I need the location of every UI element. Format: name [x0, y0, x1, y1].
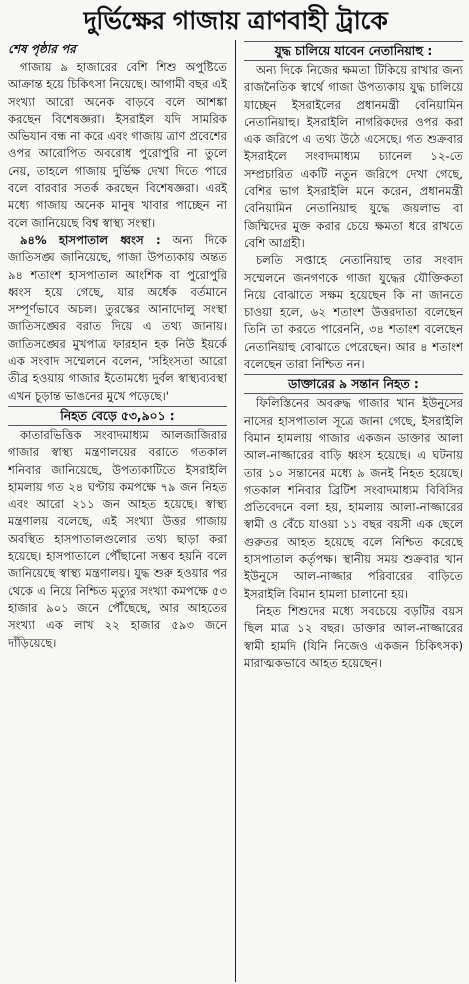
right-column	[235, 40, 463, 982]
subheading-death-toll: নিহত বেড়ে ৫৩,৯০১ :	[8, 406, 227, 426]
headline: দুর্ভিক্ষের গাজায় ত্রাণবাহী ট্রাকে	[83, 6, 388, 35]
paragraph-hospitals	[8, 232, 227, 405]
left-column	[8, 40, 235, 982]
subheading-doctor-children: ডাক্তারের ৯ সন্তান নিহত :	[244, 374, 463, 394]
paragraph-netanyahu-survey: অন্য দিকে নিজের ক্ষমতা টিকিয়ে রাখার জন্য রাজনৈতিক স্বার্থে গাজা উপত্যকায় যুদ্ধ চালিয়ে যাচ্ছেন ইসরাইলের প্রধানমন্ত্রী বেনিয়ামিন নেতানিয়াহু। ইসরাইলি নাগরিকদের ওপর করা এক জরিপে এ তথ্য উঠে এসেছে। গত শুক্রবার ইসরাইলে সংবাদমাধ্যম চ্যানেল ১২-তে সম্প্রচারিত একটি নতুন জরিপে দেখা গেছে, বেশির ভাগ ইসরাইলি মনে করেন, প্রধানমন্ত্রী বেনিয়ামিন নেতানিয়াহু যুদ্ধে জয়লাভ বা জিম্মিদের মুক্ত করার চেয়ে ক্ষমতা ধরে রাখতে বেশি আগ্রহী।	[244, 63, 463, 250]
paragraph-press-conference: চলতি সপ্তাহে নেতানিয়াহু তার সংবাদ সম্মেলনে জনগণকে গাজা যুদ্ধের যৌক্তিকতা নিয়ে বোঝাতে সক্ষম হয়েছেন কি না জানতে চাওয়া হলে, ৬২ শতাংশ উত্তরদাতা বলেছেন তিনি তা করতে পারেননি, ৩৪ শতাংশ বলেছেন নেতানিয়াহু বোঝাতে পেরেছেন। আর ৪ শতাংশ বলেছেন তারা নিশ্চিত নন।	[244, 253, 463, 372]
paragraph-hospitals-text: অন্য দিকে জাতিসঙ্ঘ জানিয়েছে, গাজা উপত্যকায় অন্তত ৯৪ শতাংশ হাসপাতাল আংশিক বা পুরোপুরি ধ্বংস হয়ে গেছে, যার অর্ধেক বর্তমানে সম্পূর্ণভাবে অচল। তুরস্কের আনাদোলু সংস্থা জাতিসঙ্ঘের বরাত দিয়ে এ তথ্য জানায়। জাতিসঙ্ঘের মুখপাত্র ফারহান হক নিউ ইয়র্কে এক সংবাদ সম্মেলনে বলেন, 'সহিংসতা আরো তীব্র হওয়ায় গাজার ইতোমধ্যে দুর্বল স্বাস্থ্যব্যবস্থা এখন চূড়ান্ত ভাঙনের মুখে পড়েছে।'	[8, 232, 228, 403]
inline-heading-hospitals: ৯৪% হাসপাতাল ধ্বংস :	[20, 232, 161, 247]
subheading-netanyahu: যুদ্ধ চালিয়ে যাবেন নেতানিয়াহু :	[244, 41, 463, 61]
paragraph-eldest-child: নিহত শিশুদের মধ্যে সবচেয়ে বড়টির বয়স ছিল মাত্র ১২ বছর। ডাক্তার আল-নাজ্জারের স্বামী হামদি (যিনি নিজেও একজন চিকিৎসক) মারাত্মকভাবে আহত হয়েছেন।	[244, 603, 463, 670]
paragraph-death-toll: কাতারভিত্তিক সংবাদমাধ্যম আলজাজিরার গাজার স্বাস্থ্য মন্ত্রণালয়ের বরাতে গতকাল শনিবার জানিয়েছে, উপত্যকাটিতে ইসরাইলি হামলায় গত ২৪ ঘণ্টায় কমপক্ষে ৭৯ জন নিহত এবং আরো ২১১ জন আহত হয়েছে। স্বাস্থ্য মন্ত্রণালয় বলেছে, এই সংখ্যা উত্তর গাজায় অবস্থিত হাসপাতালগুলোর তথ্য ছাড়া করা হয়েছে। হাসপাতালে পৌঁছানো সম্ভব হয়নি বলে জানিয়েছে স্বাস্থ্য মন্ত্রণালয়। যুদ্ধ শুরু হওয়ার পর থেকে এ নিয়ে নিশ্চিত মৃত্যুর সংখ্যা কমপক্ষে ৫৩ হাজার ৯০১ জনে পৌঁছেছে, আর আহতের সংখ্যা এক লাখ ২২ হাজার ৫৯৩ জনে দাঁড়িয়েছে।	[8, 427, 227, 650]
article-body	[8, 40, 463, 982]
continuation-note: শেষ পৃষ্ঠার পর	[8, 42, 76, 56]
paragraph-malnutrition: গাজায় ৯ হাজারের বেশি শিশু অপুষ্টিতে আক্রান্ত হয়ে চিকিৎসা নিয়েছে। আগামী বছর এই সংখ্যা আরো অনেক বাড়বে বলে আশঙ্কা করছেন বিশেষজ্ঞরা। ইসরাইল যদি সামরিক অভিযান বন্ধ না করে এবং গাজায় ত্রাণ প্রবেশের ওপর আরোপিত অবরোধ পুরোপুরি না তুলে নেয়, তাহলে গাজায় দুর্ভিক্ষ দেখা দিতে পারে বলে বারবার সতর্ক করছেন বিশেষজ্ঞরা। এরই মধ্যে গাজায় অনেক মানুষ খাবার পাচ্ছেন না বলে জানিয়েছে বিশ্ব স্বাস্থ্য সংস্থা।	[8, 60, 227, 230]
paragraph-doctor-children: ফিলিস্তিনের অবরুদ্ধ গাজার খান ইউনুসের নাসের হাসপাতাল সূত্রে জানা গেছে, ইসরাইলি বিমান হামলায় গাজার একজন ডাক্তার আলা আল-নাজ্জারের বাড়ি ধ্বংস হয়েছে। এ ঘটনায় তার ১০ সন্তানের মধ্যে ৯ জনই নিহত হয়েছে। গতকাল শনিবার ব্রিটিশ সংবাদমাধ্যম বিবিসির প্রতিবেদনে বলা হয়, হামলায় আলা-নাজ্জারের স্বামী ও বেঁচে যাওয়া ১১ বছর বয়সী এক ছেলে গুরুতর আহত হয়েছে বলে নিশ্চিত করেছে হাসপাতাল কর্তৃপক্ষ। স্থানীয় সময় শুক্রবার খান ইউনুসে আল-নাজ্জার পরিবারের বাড়িতে ইসরাইলি বিমান হামলা চালানো হয়।	[244, 396, 463, 601]
